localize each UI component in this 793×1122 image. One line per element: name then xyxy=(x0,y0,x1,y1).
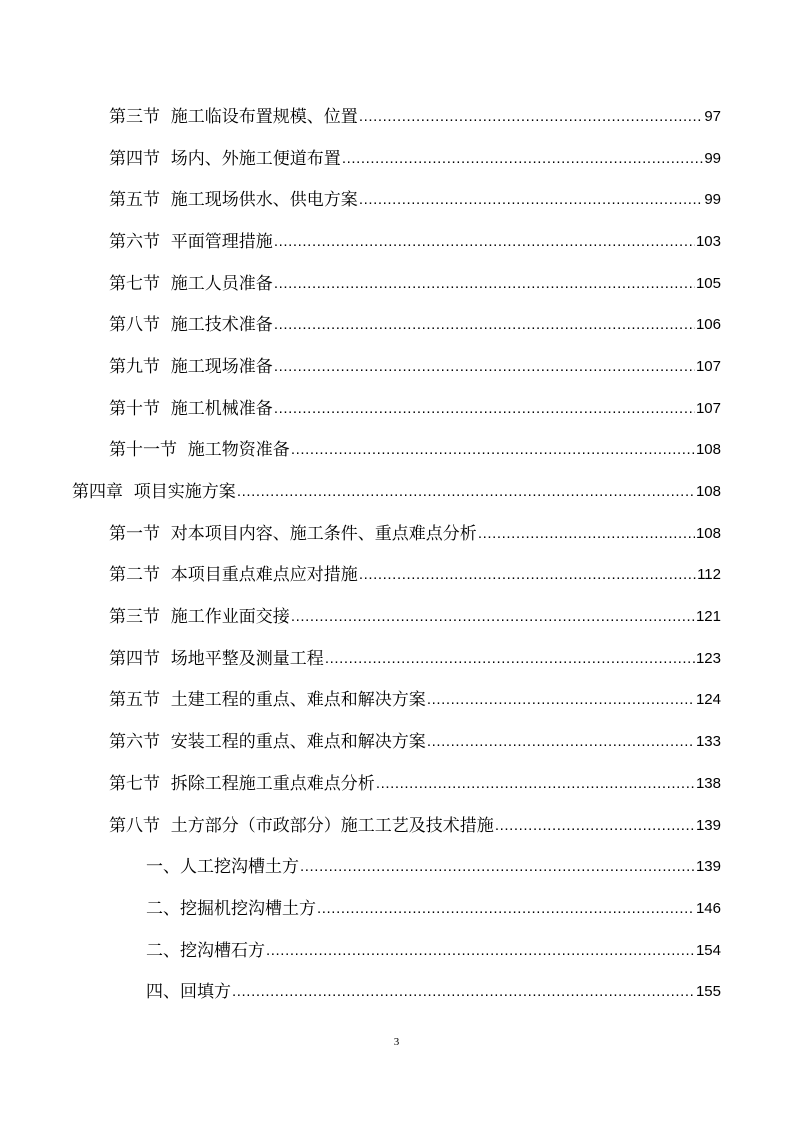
toc-entry-title: 第五节 施工现场供水、供电方案 xyxy=(109,190,358,211)
toc-entry-line xyxy=(109,314,721,336)
toc-entry-title: 二、挖沟槽石方 xyxy=(146,940,265,961)
toc-entry[interactable] xyxy=(0,388,793,430)
toc-dot-leader xyxy=(325,648,695,670)
toc-entry-line xyxy=(109,648,721,670)
toc-entry-page: 124 xyxy=(695,691,721,709)
toc-entry-title: 第六节 安装工程的重点、难点和解决方案 xyxy=(109,732,426,753)
toc-entry-line xyxy=(109,273,721,295)
toc-entry-page: 133 xyxy=(695,733,721,751)
toc-entry[interactable] xyxy=(0,304,793,346)
toc-entry[interactable] xyxy=(0,471,793,513)
toc-entry-title: 一、人工挖沟槽土方 xyxy=(146,857,299,878)
toc-entry[interactable] xyxy=(0,138,793,180)
toc-dot-leader xyxy=(237,481,695,503)
toc-entry-line xyxy=(109,606,721,628)
toc-entry-title: 第三节 施工临设布置规模、位置 xyxy=(109,106,358,127)
toc-entry-title: 第七节 拆除工程施工重点难点分析 xyxy=(109,773,375,794)
toc-entry-title: 第十节 施工机械准备 xyxy=(109,398,273,419)
toc-entry-page: 99 xyxy=(704,149,721,167)
toc-dot-leader xyxy=(274,314,695,336)
toc-entry-page: 138 xyxy=(695,774,721,792)
toc-dot-leader xyxy=(342,148,704,170)
toc-entry-page: 108 xyxy=(695,483,721,501)
toc-entry[interactable] xyxy=(0,346,793,388)
toc-entry-title: 第三节 施工作业面交接 xyxy=(109,607,290,628)
toc-entry-line xyxy=(146,981,721,1003)
toc-entry[interactable] xyxy=(0,513,793,555)
toc-list xyxy=(0,96,793,1013)
toc-entry-line xyxy=(146,898,721,920)
toc-entry[interactable] xyxy=(0,555,793,597)
page-number: 3 xyxy=(393,1036,400,1048)
toc-entry-line xyxy=(109,398,721,420)
toc-dot-leader xyxy=(274,231,695,253)
toc-dot-leader xyxy=(232,981,695,1003)
toc-entry-page: 139 xyxy=(695,858,721,876)
toc-entry-title: 第七节 施工人员准备 xyxy=(109,273,273,294)
toc-entry[interactable] xyxy=(0,846,793,888)
toc-entry[interactable] xyxy=(0,221,793,263)
toc-entry-page: 139 xyxy=(695,816,721,834)
toc-entry[interactable] xyxy=(0,179,793,221)
toc-dot-leader xyxy=(359,189,704,211)
toc-entry-page: 154 xyxy=(695,941,721,959)
toc-entry[interactable] xyxy=(0,430,793,472)
toc-entry-line xyxy=(109,689,721,711)
toc-entry-line xyxy=(109,815,721,837)
toc-dot-leader xyxy=(478,523,695,545)
toc-entry-page: 103 xyxy=(695,232,721,250)
table-of-contents xyxy=(0,96,793,1013)
toc-dot-leader xyxy=(427,731,695,753)
toc-entry[interactable] xyxy=(0,971,793,1013)
toc-entry[interactable] xyxy=(0,263,793,305)
toc-entry-page: 108 xyxy=(695,524,721,542)
toc-entry-page: 107 xyxy=(695,357,721,375)
toc-entry[interactable] xyxy=(0,888,793,930)
toc-entry-title: 第二节 本项目重点难点应对措施 xyxy=(109,565,358,586)
toc-entry[interactable] xyxy=(0,930,793,972)
toc-entry-title: 第四节 场内、外施工便道布置 xyxy=(109,148,341,169)
toc-entry-page: 97 xyxy=(704,107,721,125)
toc-entry-title: 第一节 对本项目内容、施工条件、重点难点分析 xyxy=(109,523,477,544)
toc-entry-page: 106 xyxy=(695,316,721,334)
toc-entry-title: 第四节 场地平整及测量工程 xyxy=(109,648,324,669)
toc-entry-title: 第四章 项目实施方案 xyxy=(72,482,236,503)
toc-entry-line xyxy=(109,106,721,128)
toc-entry-title: 二、挖掘机挖沟槽土方 xyxy=(146,898,316,919)
toc-entry-line xyxy=(109,439,721,461)
toc-entry-page: 155 xyxy=(695,983,721,1001)
toc-dot-leader xyxy=(317,898,695,920)
toc-entry-line xyxy=(109,356,721,378)
toc-dot-leader xyxy=(359,106,704,128)
toc-dot-leader xyxy=(291,606,695,628)
toc-entry-page: 112 xyxy=(697,566,721,584)
toc-entry-page: 121 xyxy=(695,608,721,626)
toc-dot-leader xyxy=(274,356,695,378)
toc-entry-line xyxy=(109,523,721,545)
toc-entry-title: 第六节 平面管理措施 xyxy=(109,231,273,252)
toc-entry[interactable] xyxy=(0,96,793,138)
toc-entry-page: 99 xyxy=(704,191,721,209)
toc-entry-title: 第九节 施工现场准备 xyxy=(109,356,273,377)
toc-entry-line xyxy=(109,564,721,586)
toc-entry[interactable] xyxy=(0,638,793,680)
toc-dot-leader xyxy=(274,273,695,295)
toc-entry-title: 四、回填方 xyxy=(146,982,231,1003)
toc-entry-line xyxy=(109,731,721,753)
toc-dot-leader xyxy=(376,773,695,795)
toc-entry[interactable] xyxy=(0,763,793,805)
toc-entry-line xyxy=(72,481,721,503)
toc-entry[interactable] xyxy=(0,805,793,847)
toc-dot-leader xyxy=(300,856,695,878)
toc-entry-page: 108 xyxy=(695,441,721,459)
toc-dot-leader xyxy=(274,398,695,420)
toc-dot-leader xyxy=(427,689,695,711)
toc-entry-line xyxy=(109,148,721,170)
toc-entry[interactable] xyxy=(0,596,793,638)
toc-entry[interactable] xyxy=(0,721,793,763)
toc-entry-line xyxy=(146,856,721,878)
toc-entry-line xyxy=(109,231,721,253)
toc-entry-line xyxy=(109,189,721,211)
toc-entry-title: 第十一节 施工物资准备 xyxy=(109,440,290,461)
toc-entry-page: 123 xyxy=(695,649,721,667)
toc-entry-title: 第五节 土建工程的重点、难点和解决方案 xyxy=(109,690,426,711)
toc-dot-leader xyxy=(495,815,695,837)
toc-entry-page: 107 xyxy=(695,399,721,417)
toc-entry[interactable] xyxy=(0,680,793,722)
toc-entry-line xyxy=(146,940,721,962)
toc-dot-leader xyxy=(266,940,695,962)
toc-entry-page: 105 xyxy=(695,274,721,292)
toc-entry-page: 146 xyxy=(695,899,721,917)
toc-dot-leader xyxy=(359,564,696,586)
toc-entry-line xyxy=(109,773,721,795)
toc-entry-title: 第八节 土方部分（市政部分）施工工艺及技术措施 xyxy=(109,815,494,836)
toc-dot-leader xyxy=(291,439,695,461)
toc-entry-title: 第八节 施工技术准备 xyxy=(109,315,273,336)
